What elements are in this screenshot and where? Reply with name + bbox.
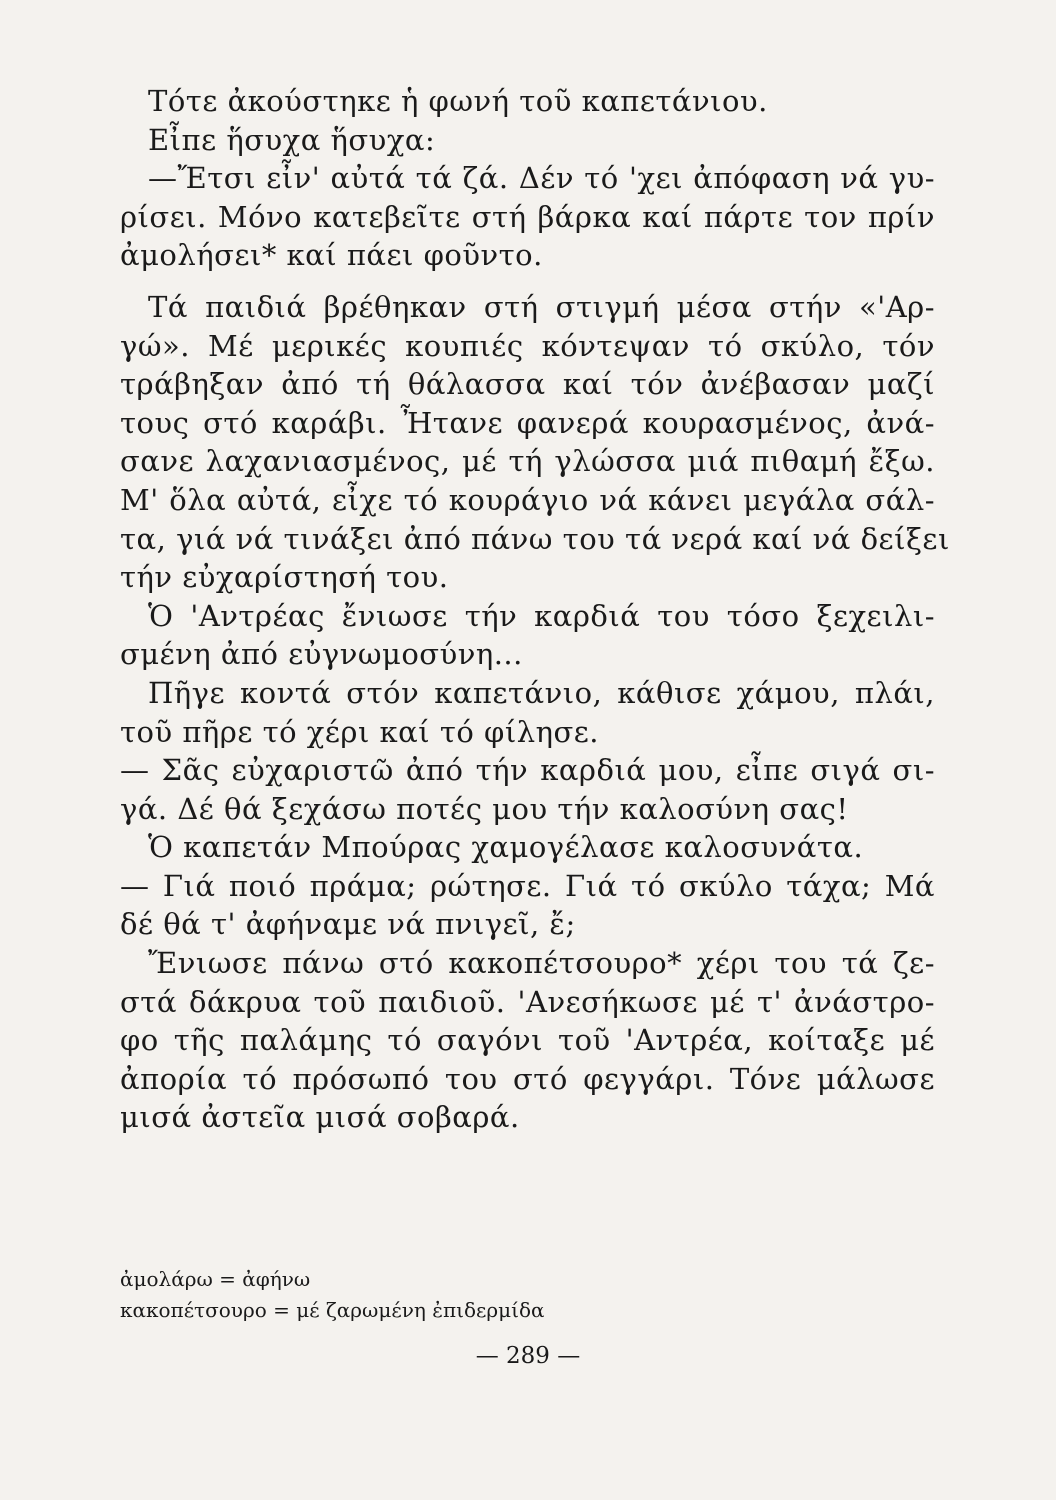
- text-line: ἀπορία τό πρόσωπό του στό φεγγάρι. Τόνε μάλωσε: [120, 1061, 935, 1096]
- text-line: —Ἔτσι εἶν' αὐτά τά ζά. Δέν τό 'χει ἀπόφαση νά γυ-: [148, 161, 935, 196]
- text-line: τα, γιά νά τινάξει ἀπό πάνω του τά νερά καί νά δείξει: [120, 521, 950, 556]
- text-line: Ὁ καπετάν Μπούρας χαμογέλασε καλοσυνάτα.: [148, 830, 864, 865]
- page-number: — 289 —: [475, 1343, 581, 1369]
- text-line: — Γιά ποιό πράμα; ρώτησε. Γιά τό σκύλο τάχα; Μά: [120, 868, 935, 903]
- text-line: Πῆγε κοντά στόν καπετάνιο, κάθισε χάμου, πλάι,: [148, 675, 935, 710]
- text-line: μισά ἀστεῖα μισά σοβαρά.: [120, 1100, 520, 1135]
- text-line: Ἔνιωσε πάνω στό κακοπέτσουρο* χέρι του τά ζε-: [148, 946, 935, 981]
- footnote: κακοπέτσουρο = μέ ζαρωμένη ἐπιδερμίδα: [120, 1298, 545, 1322]
- text-line: ἀμολήσει* καί πάει φοῦντο.: [120, 238, 543, 273]
- text-line: Τά παιδιά βρέθηκαν στή στιγμή μέσα στήν «'Αρ-: [148, 289, 935, 324]
- text-line: δέ θά τ' ἀφήναμε νά πνιγεῖ, ἔ;: [120, 907, 576, 942]
- text-line: γά. Δέ θά ξεχάσω ποτές μου τήν καλοσύνη σας!: [120, 791, 849, 826]
- text-line: τοῦ πῆρε τό χέρι καί τό φίλησε.: [120, 714, 600, 749]
- footnote: ἀμολάρω = ἀφήνω: [120, 1267, 311, 1291]
- body-text: [120, 82, 950, 1137]
- text-line: Τότε ἀκούστηκε ἡ φωνή τοῦ καπετάνιου.: [148, 84, 768, 118]
- text-line: στά δάκρυα τοῦ παιδιοῦ. 'Ανεσήκωσε μέ τ' ἀνάστρο-: [120, 984, 935, 1019]
- text-line: τράβηξαν ἀπό τή θάλασσα καί τόν ἀνέβασαν μαζί: [120, 367, 935, 402]
- text-line: Εἶπε ἥσυχα ἥσυχα:: [148, 122, 436, 157]
- text-line: Ὁ 'Αντρέας ἔνιωσε τήν καρδιά του τόσο ξεχειλι-: [148, 598, 935, 633]
- text-line: τους στό καράβι. Ἦτανε φανερά κουρασμένος, ἀνά-: [120, 405, 935, 440]
- text-line: τήν εὐχαρίστησή του.: [120, 560, 449, 595]
- text-line: σμένη ἀπό εὐγνωμοσύνη...: [120, 637, 523, 672]
- text-line: σανε λαχανιασμένος, μέ τή γλώσσα μιά πιθαμή ἔξω.: [120, 444, 935, 479]
- text-line: γώ». Μέ μερικές κουπιές κόντεψαν τό σκύλο, τόν: [120, 328, 935, 363]
- text-line: Μ' ὅλα αὐτά, εἶχε τό κουράγιο νά κάνει μεγάλα σάλ-: [120, 482, 935, 517]
- text-line: φο τῆς παλάμης τό σαγόνι τοῦ 'Αντρέα, κοίταξε μέ: [120, 1023, 935, 1058]
- text-line: ρίσει. Μόνο κατεβεῖτε στή βάρκα καί πάρτε τον πρίν: [120, 199, 935, 234]
- text-line: — Σᾶς εὐχαριστῶ ἀπό τήν καρδιά μου, εἶπε σιγά σι-: [120, 753, 935, 788]
- footnotes: [120, 1264, 545, 1326]
